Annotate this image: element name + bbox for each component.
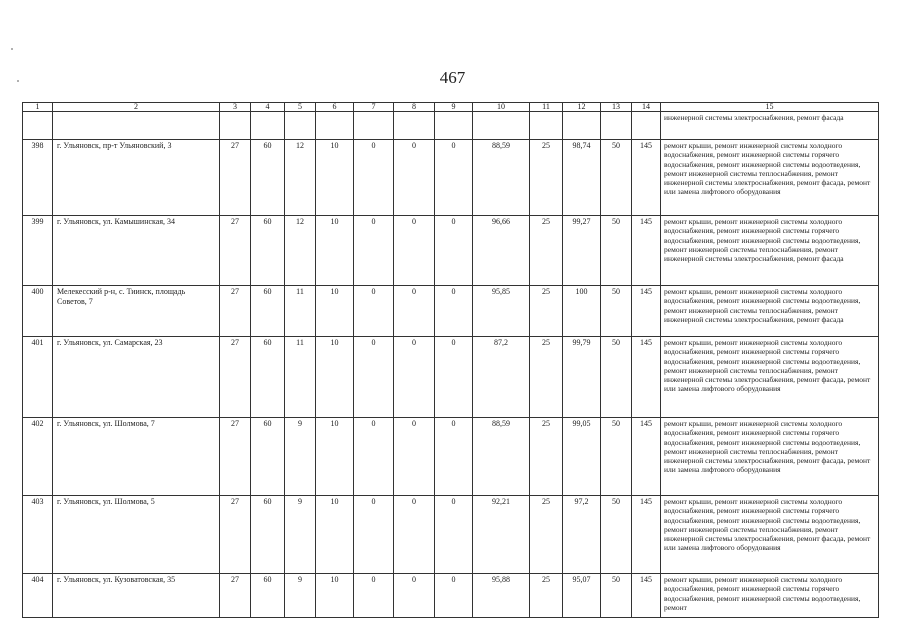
row-number: 403 [23, 496, 53, 574]
row-number: 401 [23, 337, 53, 418]
value-cell: 88,59 [473, 418, 530, 496]
table-row [23, 574, 879, 618]
value-cell: 96,66 [473, 216, 530, 286]
table-row [23, 216, 879, 286]
value-cell: 0 [354, 574, 394, 618]
value-cell: 98,74 [563, 140, 601, 216]
value-cell: 60 [251, 496, 285, 574]
value-cell: 60 [251, 337, 285, 418]
value-cell: 11 [285, 337, 316, 418]
value-cell: 27 [220, 418, 251, 496]
column-header: 12 [563, 103, 601, 112]
value-cell: 145 [632, 216, 661, 286]
repair-works-cell: ремонт крыши, ремонт инженерной системы холодного водоснабжения, ремонт инженерной системы горячего водоснабжения, ремонт инженерной системы водоотведения, ремонт инженерной системы теплоснабжения, ремонт инженерной системы электроснабжения, ремонт фасада [661, 216, 879, 286]
value-cell: 145 [632, 496, 661, 574]
value-cell: 87,2 [473, 337, 530, 418]
value-cell: 27 [220, 337, 251, 418]
column-header: 9 [435, 103, 473, 112]
column-header: 10 [473, 103, 530, 112]
value-cell: 0 [354, 216, 394, 286]
row-number: 402 [23, 418, 53, 496]
housing-repair-table [22, 102, 879, 618]
address-cell: г. Ульяновск, ул. Шолмова, 5 [53, 496, 220, 574]
value-cell: 60 [251, 140, 285, 216]
value-cell: 0 [435, 337, 473, 418]
value-cell: 60 [251, 418, 285, 496]
row-number: 399 [23, 216, 53, 286]
value-cell: 0 [394, 286, 435, 337]
value-cell: 25 [530, 140, 563, 216]
column-header: 3 [220, 103, 251, 112]
value-cell: 50 [601, 286, 632, 337]
value-cell: 50 [601, 574, 632, 618]
value-cell: 0 [435, 140, 473, 216]
value-cell: 27 [220, 286, 251, 337]
column-header: 11 [530, 103, 563, 112]
value-cell: 10 [316, 216, 354, 286]
table-row [23, 140, 879, 216]
repair-works-cell: ремонт крыши, ремонт инженерной системы холодного водоснабжения, ремонт инженерной системы горячего водоснабжения, ремонт инженерной системы водоотведения, ремонт инженерной системы теплоснабжения, ремонт инженерной системы электроснабжения, ремонт фасада, ремонт или замена лифтового оборудования [661, 418, 879, 496]
value-cell: 10 [316, 337, 354, 418]
value-cell: 10 [316, 496, 354, 574]
table-row [23, 286, 879, 337]
value-cell: 92,21 [473, 496, 530, 574]
value-cell: 9 [285, 418, 316, 496]
address-cell: г. Ульяновск, ул. Камышинская, 34 [53, 216, 220, 286]
value-cell: 25 [530, 574, 563, 618]
column-header: 8 [394, 103, 435, 112]
repair-works-cell: ремонт крыши, ремонт инженерной системы холодного водоснабжения, ремонт инженерной системы водоотведения, ремонт инженерной системы теплоснабжения, ремонт инженерной системы электроснабжения, ремонт фасада [661, 286, 879, 337]
repair-works-cell: ремонт крыши, ремонт инженерной системы холодного водоснабжения, ремонт инженерной системы горячего водоснабжения, ремонт инженерной системы водоотведения, ремонт [661, 574, 879, 618]
column-header: 4 [251, 103, 285, 112]
value-cell: 27 [220, 140, 251, 216]
repair-works-cell: ремонт крыши, ремонт инженерной системы холодного водоснабжения, ремонт инженерной системы горячего водоснабжения, ремонт инженерной системы водоотведения, ремонт инженерной системы теплоснабжения, ремонт инженерной системы электроснабжения, ремонт фасада, ремонт или замена лифтового оборудования [661, 337, 879, 418]
column-header: 15 [661, 103, 879, 112]
value-cell: 88,59 [473, 140, 530, 216]
table-row [23, 418, 879, 496]
table-row [23, 337, 879, 418]
column-header: 14 [632, 103, 661, 112]
value-cell: 0 [394, 216, 435, 286]
value-cell: 27 [220, 216, 251, 286]
row-number: 400 [23, 286, 53, 337]
value-cell: 97,2 [563, 496, 601, 574]
value-cell: 0 [435, 216, 473, 286]
value-cell: 10 [316, 140, 354, 216]
value-cell: 0 [394, 496, 435, 574]
continuation-row [23, 112, 879, 140]
value-cell: 0 [435, 286, 473, 337]
row-number: 398 [23, 140, 53, 216]
repair-works-cell: инженерной системы электроснабжения, ремонт фасада [661, 112, 879, 140]
value-cell: 0 [435, 496, 473, 574]
address-cell: г. Ульяновск, пр-т Ульяновский, 3 [53, 140, 220, 216]
value-cell: 95,85 [473, 286, 530, 337]
value-cell: 11 [285, 286, 316, 337]
column-number-row [23, 103, 879, 112]
value-cell: 0 [354, 140, 394, 216]
address-cell: г. Ульяновск, ул. Самарская, 23 [53, 337, 220, 418]
value-cell: 145 [632, 337, 661, 418]
value-cell: 10 [316, 286, 354, 337]
value-cell: 0 [435, 418, 473, 496]
column-header: 13 [601, 103, 632, 112]
row-number: 404 [23, 574, 53, 618]
page-number: 467 [439, 68, 466, 87]
value-cell: 50 [601, 337, 632, 418]
value-cell: 10 [316, 574, 354, 618]
value-cell: 25 [530, 286, 563, 337]
value-cell: 0 [394, 418, 435, 496]
value-cell: 25 [530, 337, 563, 418]
value-cell: 9 [285, 574, 316, 618]
value-cell: 95,88 [473, 574, 530, 618]
value-cell: 50 [601, 418, 632, 496]
address-cell: г. Ульяновск, ул. Кузоватовская, 35 [53, 574, 220, 618]
value-cell: 0 [354, 418, 394, 496]
column-header: 5 [285, 103, 316, 112]
value-cell: 50 [601, 140, 632, 216]
value-cell: 145 [632, 418, 661, 496]
value-cell: 25 [530, 496, 563, 574]
address-cell: г. Ульяновск, ул. Шолмова, 7 [53, 418, 220, 496]
value-cell: 0 [394, 337, 435, 418]
value-cell: 0 [394, 574, 435, 618]
repair-works-cell: ремонт крыши, ремонт инженерной системы холодного водоснабжения, ремонт инженерной системы горячего водоснабжения, ремонт инженерной системы водоотведения, ремонт инженерной системы теплоснабжения, ремонт инженерной системы электроснабжения, ремонт фасада, ремонт или замена лифтового оборудования [661, 496, 879, 574]
value-cell: 50 [601, 496, 632, 574]
margin-mark [11, 48, 13, 50]
value-cell: 25 [530, 216, 563, 286]
value-cell: 12 [285, 140, 316, 216]
value-cell: 10 [316, 418, 354, 496]
value-cell: 145 [632, 286, 661, 337]
address-cell: Мелекесский р-н, с. Тиинск, площадь Советов, 7 [53, 286, 220, 337]
value-cell: 99,05 [563, 418, 601, 496]
column-header: 1 [23, 103, 53, 112]
value-cell: 60 [251, 574, 285, 618]
value-cell: 12 [285, 216, 316, 286]
column-header: 2 [53, 103, 220, 112]
table-row [23, 496, 879, 574]
value-cell: 99,79 [563, 337, 601, 418]
value-cell: 27 [220, 496, 251, 574]
value-cell: 145 [632, 140, 661, 216]
repair-works-cell: ремонт крыши, ремонт инженерной системы холодного водоснабжения, ремонт инженерной системы горячего водоснабжения, ремонт инженерной системы водоотведения, ремонт инженерной системы теплоснабжения, ремонт инженерной системы электроснабжения, ремонт фасада, ремонт или замена лифтового оборудования [661, 140, 879, 216]
value-cell: 27 [220, 574, 251, 618]
value-cell: 145 [632, 574, 661, 618]
value-cell: 0 [394, 140, 435, 216]
value-cell: 95,07 [563, 574, 601, 618]
value-cell: 60 [251, 286, 285, 337]
column-header: 6 [316, 103, 354, 112]
value-cell: 0 [354, 286, 394, 337]
value-cell: 0 [435, 574, 473, 618]
value-cell: 25 [530, 418, 563, 496]
value-cell: 50 [601, 216, 632, 286]
value-cell: 99,27 [563, 216, 601, 286]
column-header: 7 [354, 103, 394, 112]
value-cell: 9 [285, 496, 316, 574]
value-cell: 0 [354, 337, 394, 418]
value-cell: 100 [563, 286, 601, 337]
value-cell: 60 [251, 216, 285, 286]
value-cell: 0 [354, 496, 394, 574]
